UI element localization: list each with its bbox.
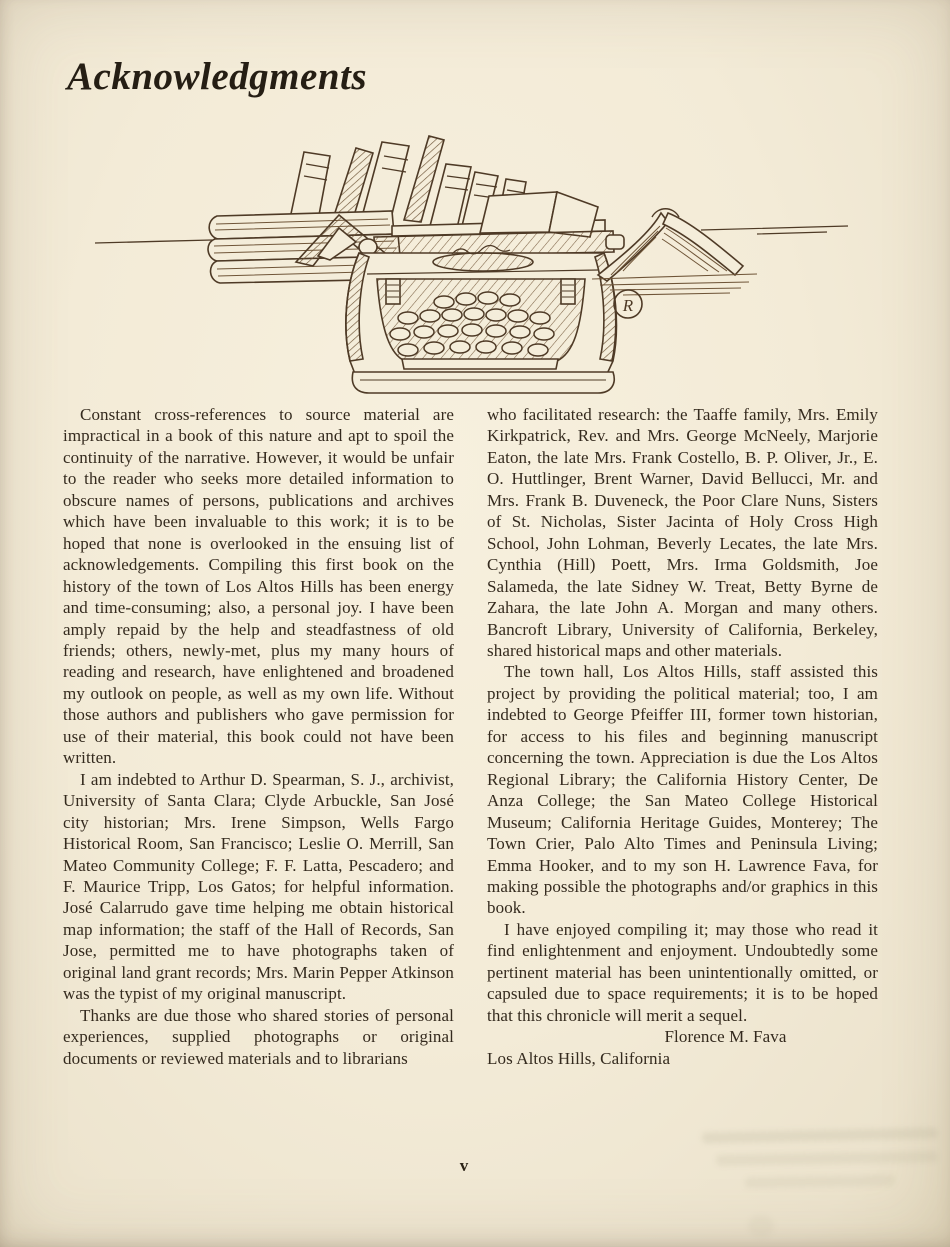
paragraph: Constant cross-references to source material are impractical in a book of this nature and apt to spoil the continuity of the narrative. However, it would be unfair to the reader who seeks more detailed information to obscure names of persons, publications and archives which have been invaluable to this work; it is to be hoped that none is overlooked in the ensuing list of acknowledgements. Compiling this first book on the history of the town of Los Altos Hills has been energy and time-consuming; also, a personal joy. I have been amply repaid by the help and steadfastness of old friends; others, newly-met, plus my many hours of reading and research, have enlightened and broadened my outlook on people, as well as my own life. Without those authors and publishers who gave permission for use of their material, this book could not have been written.	[63, 405, 454, 768]
page-number: v	[459, 1156, 469, 1175]
paragraph: The town hall, Los Altos Hills, staff assisted this project by providing the political material; too, I am indebted to George Pfeiffer III, former town historian, for access to his files and beginning manuscript concerning the town. Appreciation is due the Los Altos Regional Library; the California History Center, De Anza College; the San Mateo College Historical Museum; California Heritage Guides, Monterey; The Town Crier, Palo Alto Times and Peninsula Living; Emma Hooker, and to my son H. Lawrence Fava, for making possible the photographs and/or graphics in this book.	[487, 662, 878, 918]
signature-name: Florence M. Fava	[664, 1027, 787, 1047]
paragraph: I have enjoyed compiling it; may those who read it find enlightenment and enjoyment. Undoubtedly some pertinent material has been unintentionally omitted, or capsuled due to space requirements; it is to be hoped that this chronicle will merit a sequel.	[487, 919, 878, 1025]
open-book	[592, 209, 757, 295]
artist-monogram	[614, 290, 642, 318]
page-bleedthrough	[748, 1215, 774, 1237]
page-bleedthrough	[702, 1128, 938, 1144]
right-column	[487, 404, 878, 1069]
page-title: Acknowledgments	[67, 55, 368, 98]
left-column	[63, 404, 454, 1069]
table-line-left	[95, 240, 212, 243]
signature-location: Los Altos Hills, California	[487, 1048, 671, 1068]
paragraph: Thanks are due those who shared stories of personal experiences, supplied photographs or original documents or reviewed materials and to librarians	[63, 1005, 454, 1068]
table-line-right	[701, 226, 848, 234]
paragraph: who facilitated research: the Taaffe family, Mrs. Emily Kirkpatrick, Rev. and Mrs. George McNeely, Marjorie Eaton, the late Mrs. Frank Costello, B. P. Oliver, Jr., E. O. Huttlinger, Brent Warner, David Bellucci, Mr. and Mrs. Frank B. Duveneck, the Poor Clare Nuns, Sisters of St. Nicholas, Sister Jacinta of Holy Cross High School, John Lohman, Beverly Lecates, the late Mrs. Cynthia (Hill) Poett, Mrs. Irma Goldsmith, Joe Salameda, the late Sidney W. Treat, Betty Byrne de Zahara, the late John A. Morgan and many others. Bancroft Library, University of California, Berkeley, shared historical maps and other materials.	[487, 405, 878, 660]
paragraph: I am indebted to Arthur D. Spearman, S. J., archivist, University of Santa Clara; Clyde Arbuckle, San José city historian; Mrs. Irene Simpson, Wells Fargo Historical Room, San Francisco; Leslie O. Merrill, San Mateo Community College; F. F. Latta, Pescadero; and F. Maurice Tripp, Los Gatos; for helpful information. José Calarrudo gave time helping me obtain historical map information; the staff of the Hall of Records, San Jose, permitted me to have photographs taken of original land grant records; Mrs. Marin Pepper Atkinson was the typist of my original manuscript.	[63, 769, 454, 1004]
text-columns	[63, 404, 879, 1069]
svg-text:R: R	[622, 296, 634, 315]
page-bleedthrough	[745, 1175, 895, 1189]
ground-hatching	[592, 274, 757, 295]
typewriter-books-illustration	[0, 132, 950, 412]
